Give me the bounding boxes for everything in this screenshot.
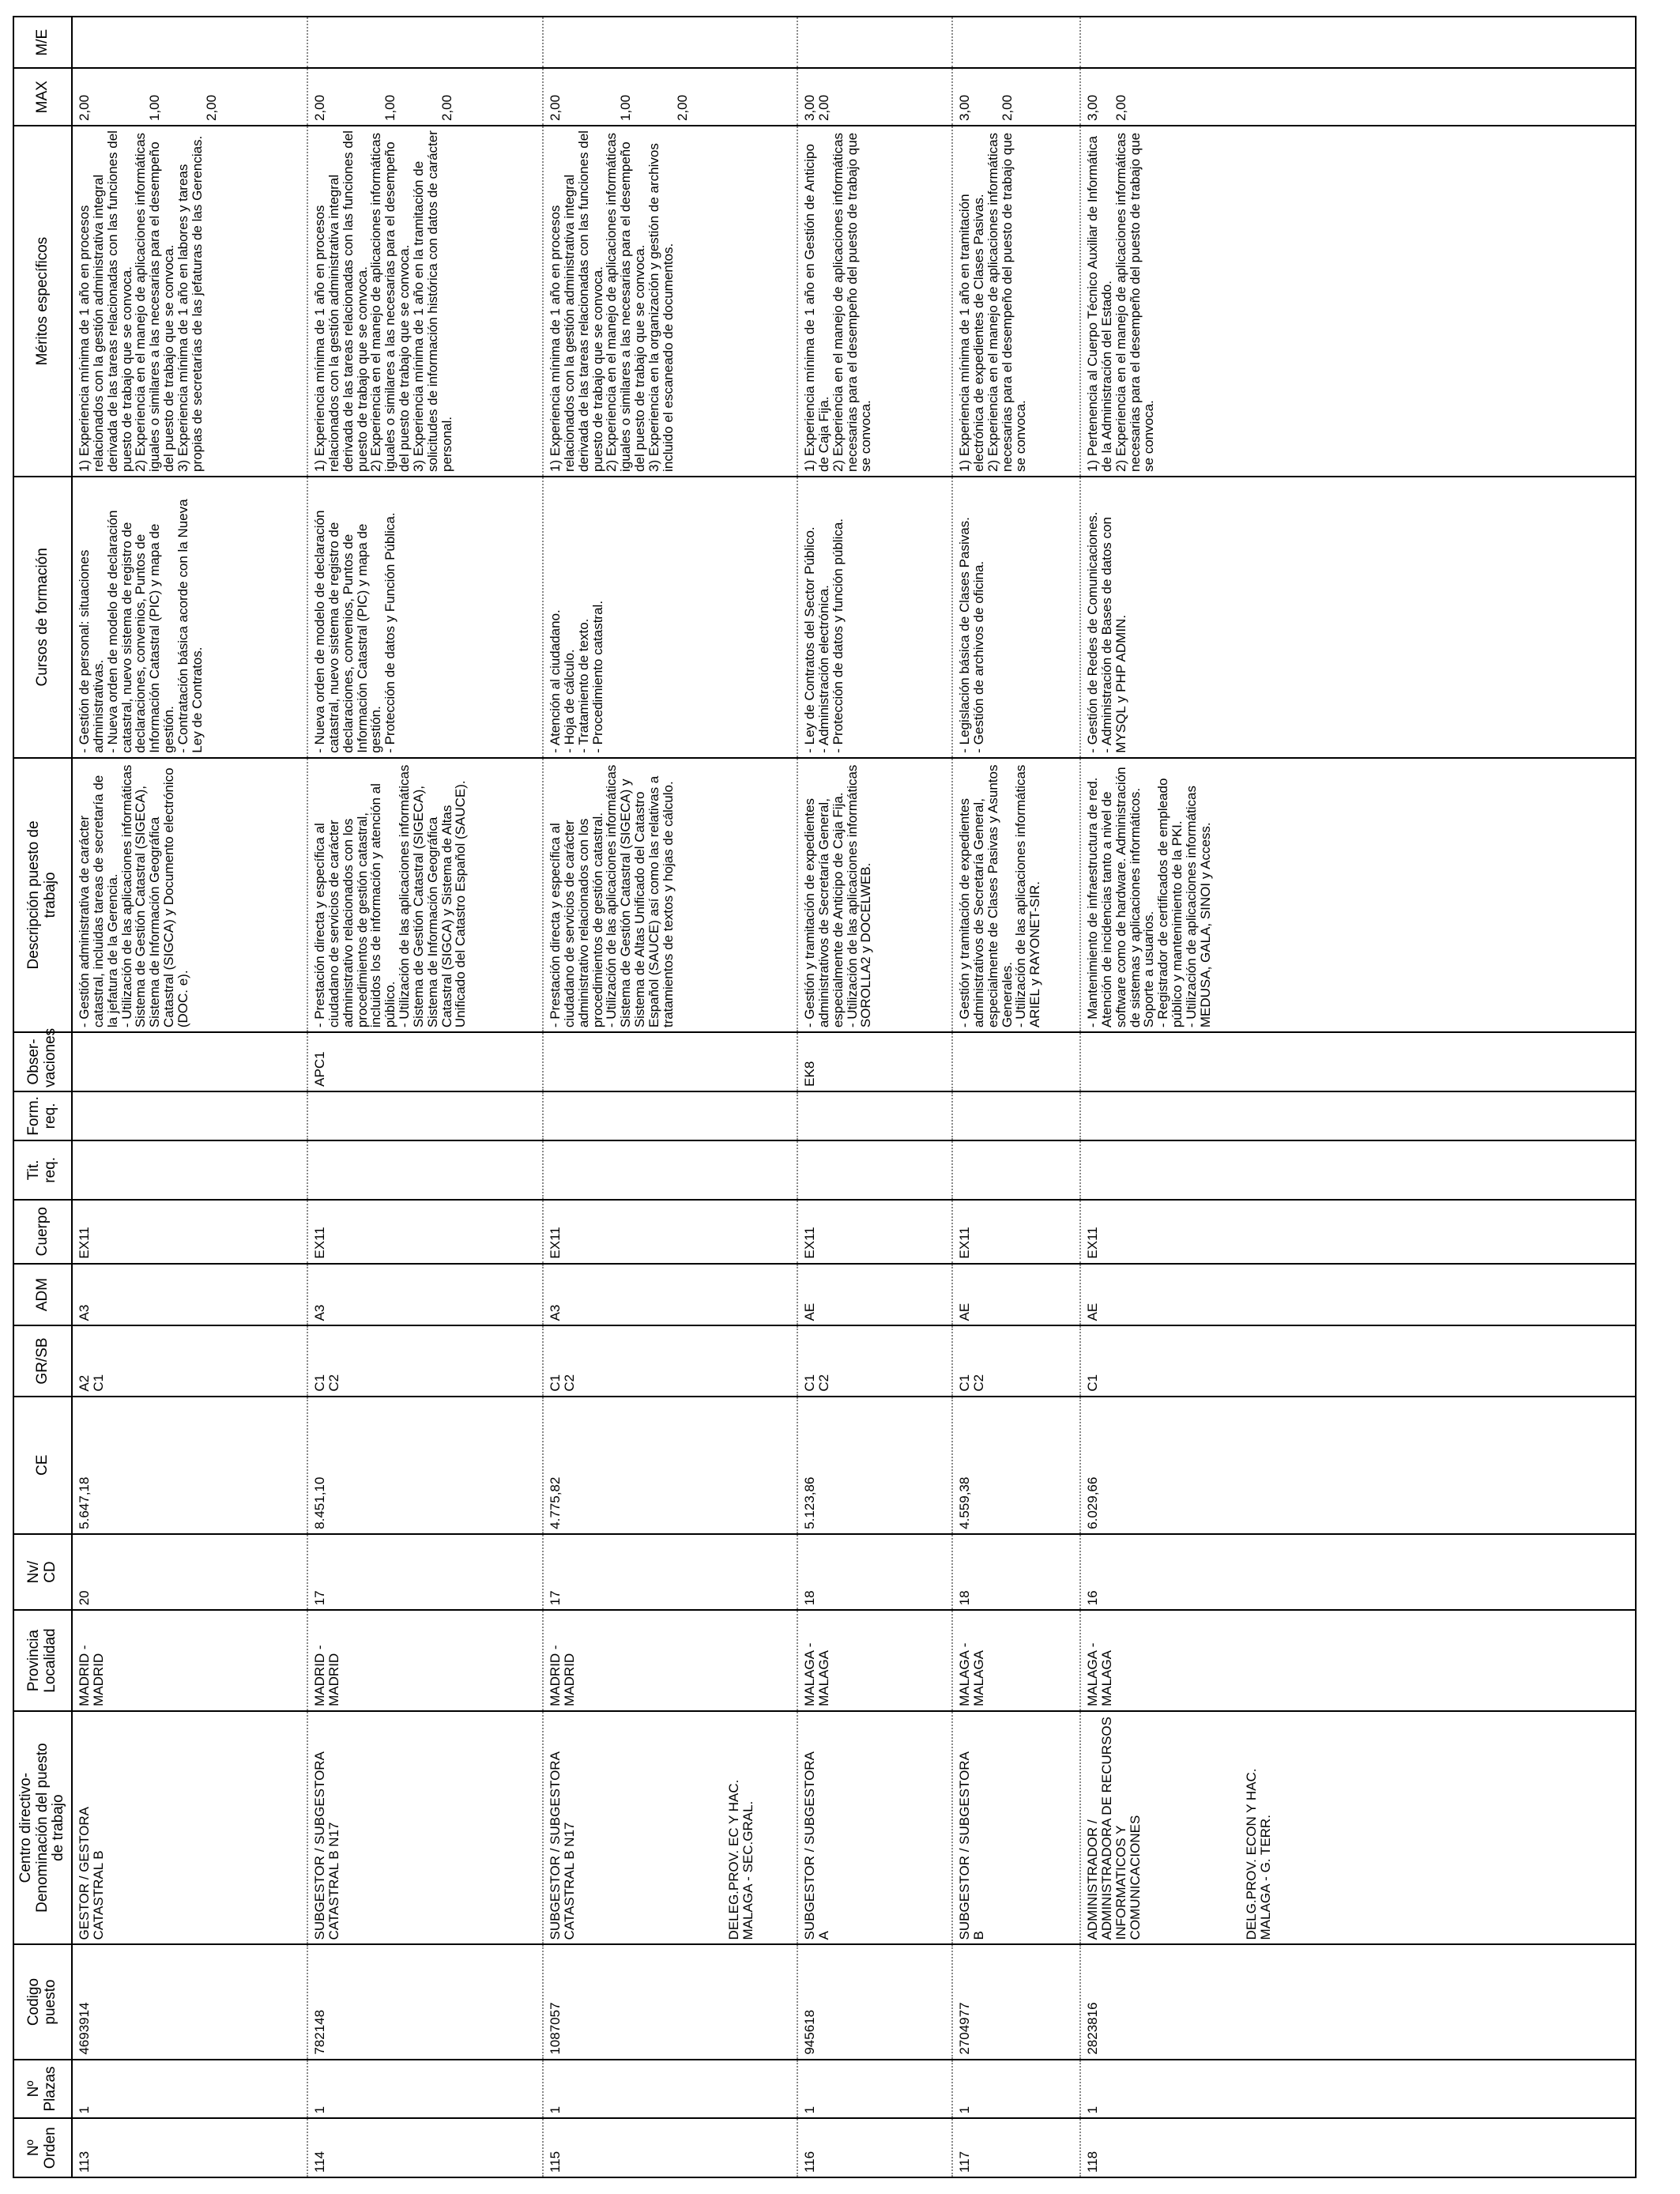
centro-title: SUBGESTOR / SUBGESTORA CATASTRAL B N17	[312, 1751, 341, 1940]
cell-provincia: MADRID - MADRID	[307, 1610, 543, 1711]
header-grsb: GR/SB	[13, 1325, 72, 1396]
cell-form	[1080, 1091, 1636, 1140]
cell-max: 2,00 1,00 2,00	[72, 68, 307, 126]
cell-codigo: 2823816	[1080, 1944, 1636, 2059]
cell-tit	[307, 1140, 543, 1200]
cell-cuerpo: EX11	[307, 1200, 543, 1264]
cell-max: 3,00 2,00	[952, 68, 1080, 126]
cell-ce: 4.559,38	[952, 1397, 1080, 1534]
cell-descripcion: - Prestación directa y específica al ciudadano de servicios de carácter administrativo relacionados con los procedimientos de gestión catastral, incluidos los de información y atención al público. - Utilización de las aplicaciones informáticas Sistema de Gestión Catastral (SIGECA), Sistema de Información Geográfica Catastral (SIGCA) y Sistema de Altas Unificado del Catastro Español (SAUCE).	[307, 758, 543, 1032]
cell-centro	[307, 1711, 543, 1945]
table-row	[1080, 17, 1636, 2177]
centro-title: SUBGESTOR / SUBGESTORA B	[957, 1751, 986, 1940]
cell-max: 3,00 2,00	[797, 68, 952, 126]
cell-provincia: MADRID - MADRID	[543, 1610, 797, 1711]
header-codigo: Codigo puesto	[13, 1944, 72, 2059]
cell-tit	[1080, 1140, 1636, 1200]
cell-cursos: - Atención al ciudadano. - Hoja de cálculo. - Tratamiento de texto. - Procedimiento catastral.	[543, 477, 797, 758]
cell-centro	[72, 1711, 307, 1945]
cell-cursos: - Nueva orden de modelo de declaración catastral, nuevo sistema de registro de declaraciones, convenios, Puntos de Información Catastral (PIC) y mapa de gestión. - Protección de datos y Función Pública.	[307, 477, 543, 758]
cell-grsb: C1 C2	[797, 1325, 952, 1396]
centro-title: SUBGESTOR / SUBGESTORA A	[802, 1751, 831, 1940]
cell-form	[952, 1091, 1080, 1140]
cell-meritos: 1) Experiencia mínima de 1 año en Gestión de Anticipo de Caja Fija. 2) Experiencia en el manejo de aplicaciones informáticas necesarias para el desempeño del puesto de trabajo que se convoca.	[797, 126, 952, 477]
cell-ce: 6.029,66	[1080, 1397, 1636, 1534]
cell-plazas: 1	[543, 2060, 797, 2119]
cell-grsb: A2 C1	[72, 1325, 307, 1396]
header-max: MAX	[13, 68, 72, 126]
cell-orden: 118	[1080, 2118, 1636, 2177]
cell-orden: 114	[307, 2118, 543, 2177]
header-meritos: Méritos específicos	[13, 126, 72, 477]
cell-form	[307, 1091, 543, 1140]
cell-meritos: 1) Pertenencia al Cuerpo Técnico Auxiliar de Informática de la Administración del Estado. 2) Experiencia en el manejo de aplicaciones informáticas necesarias para el desempeño del puesto de trabajo que se convoca.	[1080, 126, 1636, 477]
cell-grsb: C1	[1080, 1325, 1636, 1396]
cell-tit	[952, 1140, 1080, 1200]
cell-descripcion: - Gestión y tramitación de expedientes administrativos de Secretaría General, especialmente de Clases Pasivas y Asuntos Generales. - Utilización de las aplicaciones informáticas ARIEL y RAYONET-SIR.	[952, 758, 1080, 1032]
cell-grsb: C1 C2	[307, 1325, 543, 1396]
table-body	[72, 17, 1636, 2177]
header-orden: Nº Orden	[13, 2118, 72, 2177]
delegacion-label: DELEG.PROV. EC Y HAC. MALAGA - SEC.GRAL.	[725, 1779, 755, 1940]
header-provincia: Provincia Localidad	[13, 1610, 72, 1711]
cell-nivel: 18	[952, 1534, 1080, 1610]
cell-meritos: 1) Experiencia mínima de 1 año en tramitación electrónica de expedientes de Clases Pasivas. 2) Experiencia en el manejo de aplicaciones informáticas necesarias para el desempeño del puesto de trabajo que se convoca.	[952, 126, 1080, 477]
cell-ce: 5.123,86	[797, 1397, 952, 1534]
cell-adm: AE	[797, 1264, 952, 1326]
cell-plazas: 1	[72, 2060, 307, 2119]
cell-centro	[952, 1711, 1080, 1945]
table-row	[797, 17, 952, 2177]
cell-codigo: 1087057	[543, 1944, 797, 2059]
delegacion-label: DELG.PROV. ECON Y HAC. MALAGA - G. TERR.	[1244, 1768, 1274, 1940]
cell-ce: 8.451,10	[307, 1397, 543, 1534]
table-row	[72, 17, 307, 2177]
cell-codigo: 945618	[797, 1944, 952, 2059]
cell-nivel: 20	[72, 1534, 307, 1610]
cell-cuerpo: EX11	[952, 1200, 1080, 1264]
cell-descripcion: - Mantenimiento de infraestructura de red. Atención de incidencias tanto a nivel de software como de hardware. Administración de sistemas y aplicaciones informáticos. Soporte a usuarios. - Registrador de certificados de empleado público y mantenimiento de la PKI. - Utilización de aplicaciones informáticas MEDUSA, GALA, SINOI y Access.	[1080, 758, 1636, 1032]
cell-me	[72, 17, 307, 68]
cell-me	[952, 17, 1080, 68]
cell-adm: AE	[952, 1264, 1080, 1326]
cell-meritos: 1) Experiencia mínima de 1 año en procesos relacionados con la gestión administrativa integral derivada de las tareas relacionadas con las funciones del puesto de trabajo que se convoca. 2) Experiencia en el manejo de aplicaciones informáticas iguales o similares a las necesarias para el desempeño del puesto de trabajo que se convoca. 3) Experiencia mínima de 1 año en la tramitación de solicitudes de información histórica con datos de carácter personal.	[307, 126, 543, 477]
cell-cuerpo: EX11	[543, 1200, 797, 1264]
cell-grsb: C1 C2	[543, 1325, 797, 1396]
cell-orden: 116	[797, 2118, 952, 2177]
cell-provincia: MALAGA - MALAGA	[952, 1610, 1080, 1711]
cell-centro	[797, 1711, 952, 1945]
cell-obs: EK8	[797, 1032, 952, 1091]
cell-codigo: 4693914	[72, 1944, 307, 2059]
header-tit: Tit. req.	[13, 1140, 72, 1200]
cell-centro	[1080, 1711, 1636, 1945]
cell-plazas: 1	[307, 2060, 543, 2119]
cell-cursos: - Gestión de personal: situaciones administrativas. - Nueva orden de modelo de declaración catastral, nuevo sistema de registro de declaraciones, convenios, Puntos de Información Catastral (PIC) y mapa de gestión. - Contratación básica acorde con la Nueva Ley de Contratos.	[72, 477, 307, 758]
cell-meritos: 1) Experiencia mínima de 1 año en procesos relacionados con la gestión administrativa integral derivada de las tareas relacionadas con las funciones del puesto de trabajo que se convoca. 2) Experiencia en el manejo de aplicaciones informáticas iguales o similares a las necesarias para el desempeño del puesto de trabajo que se convoca. 3) Experiencia en la organización y gestión de archivos incluido el escaneado de documentos.	[543, 126, 797, 477]
cell-cursos: - Legislación básica de Clases Pasivas. - Gestión de archivos de oficina.	[952, 477, 1080, 758]
cell-max: 2,00 1,00 2,00	[307, 68, 543, 126]
cell-cursos: - Ley de Contratos del Sector Público. - Administración electrónica. - Protección de datos y función pública.	[797, 477, 952, 758]
cell-cuerpo: EX11	[72, 1200, 307, 1264]
cell-plazas: 1	[952, 2060, 1080, 2119]
cell-provincia: MADRID - MADRID	[72, 1610, 307, 1711]
centro-title: SUBGESTOR / SUBGESTORA CATASTRAL B N17	[548, 1751, 577, 1940]
cell-provincia: MALAGA - MALAGA	[1080, 1610, 1636, 1711]
header-obs: Obser- vaciones	[13, 1032, 72, 1091]
header-centro: Centro directivo- Denominación del puesto de trabajo	[13, 1711, 72, 1945]
cell-form	[543, 1091, 797, 1140]
cell-cursos: - Gestión de Redes de Comunicaciones. - Administración de Bases de datos con MYSQL y PHP ADMIN.	[1080, 477, 1636, 758]
header-ce: CE	[13, 1397, 72, 1534]
cell-orden: 115	[543, 2118, 797, 2177]
job-positions-table	[13, 16, 1637, 2178]
cell-obs	[952, 1032, 1080, 1091]
table-row	[952, 17, 1080, 2177]
cell-ce: 4.775,82	[543, 1397, 797, 1534]
cell-max: 2,00 1,00 2,00	[543, 68, 797, 126]
cell-adm: A3	[543, 1264, 797, 1326]
cell-ce: 5.647,18	[72, 1397, 307, 1534]
cell-orden: 113	[72, 2118, 307, 2177]
cell-obs	[72, 1032, 307, 1091]
cell-me	[307, 17, 543, 68]
cell-centro	[543, 1711, 797, 1945]
cell-tit	[72, 1140, 307, 1200]
cell-provincia: MALAGA - MALAGA	[797, 1610, 952, 1711]
cell-form	[72, 1091, 307, 1140]
cell-me	[797, 17, 952, 68]
cell-form	[797, 1091, 952, 1140]
cell-adm: A3	[72, 1264, 307, 1326]
cell-descripcion: - Prestación directa y específica al ciudadano de servicios de carácter administrativo relacionados con los procedimientos de gestión catastral. - Utilización de las aplicaciones informáticas Sistema de Gestión Catastral (SIGECA) y Sistema de Altas Unificado del Catastro Español (SAUCE) así como las relativas a tratamientos de textos y hojas de cálculo.	[543, 758, 797, 1032]
cell-nivel: 18	[797, 1534, 952, 1610]
header-nivel: Nv/ CD	[13, 1534, 72, 1610]
cell-obs: APC1	[307, 1032, 543, 1091]
header-form: Form. req.	[13, 1091, 72, 1140]
cell-nivel: 16	[1080, 1534, 1636, 1610]
cell-max: 3,00 2,00	[1080, 68, 1636, 126]
header-me: M/E	[13, 17, 72, 68]
header-cursos: Cursos de formación	[13, 477, 72, 758]
centro-title: ADMINISTRADOR / ADMINISTRADORA DE RECURSOS INFORMATICOS Y COMUNICACIONES	[1085, 1717, 1143, 1940]
centro-title: GESTOR / GESTORA CATASTRAL B	[77, 1806, 106, 1940]
cell-adm: AE	[1080, 1264, 1636, 1326]
cell-codigo: 782148	[307, 1944, 543, 2059]
cell-orden: 117	[952, 2118, 1080, 2177]
cell-meritos: 1) Experiencia mínima de 1 año en procesos relacionados con la gestión administrativa integral derivada de las tareas relacionadas con las funciones del puesto de trabajo que se convoca. 2) Experiencia en el manejo de aplicaciones informáticas iguales o similares a las necesarias para el desempeño del puesto de trabajo que se convoca. 3) Experiencia mínima de 1 año en labores y tareas propias de secretarías de las jefaturas de las Gerencias.	[72, 126, 307, 477]
cell-nivel: 17	[543, 1534, 797, 1610]
cell-me	[543, 17, 797, 68]
cell-plazas: 1	[1080, 2060, 1636, 2119]
cell-grsb: C1 C2	[952, 1325, 1080, 1396]
cell-nivel: 17	[307, 1534, 543, 1610]
header-row	[13, 17, 72, 2177]
cell-cuerpo: EX11	[797, 1200, 952, 1264]
header-adm: ADM	[13, 1264, 72, 1326]
cell-tit	[543, 1140, 797, 1200]
cell-plazas: 1	[797, 2060, 952, 2119]
header-descripcion: Descripción puesto de trabajo	[13, 758, 72, 1032]
cell-obs	[543, 1032, 797, 1091]
cell-cuerpo: EX11	[1080, 1200, 1636, 1264]
cell-descripcion: - Gestión y tramitación de expedientes administrativos de Secretaría General, especialmente de Anticipo de Caja Fija. - Utilización de las aplicaciones informáticas SOROLLA2 y DOCELWEB.	[797, 758, 952, 1032]
table-row	[543, 17, 797, 2177]
cell-tit	[797, 1140, 952, 1200]
cell-me	[1080, 17, 1636, 68]
header-cuerpo: Cuerpo	[13, 1200, 72, 1264]
cell-adm: A3	[307, 1264, 543, 1326]
cell-codigo: 2704977	[952, 1944, 1080, 2059]
header-plazas: Nº Plazas	[13, 2060, 72, 2119]
table-row	[307, 17, 543, 2177]
cell-obs	[1080, 1032, 1636, 1091]
cell-descripcion: - Gestión administrativa de carácter catastral, incluidas tareas de secretaría de la jefatura de la Gerencia. - Utilización de las aplicaciones informáticas Sistema de Gestión Catastral (SIGECA), Sistema de Información Geográfica Catastral (SIGCA) y Documento electrónico (DOC. e).	[72, 758, 307, 1032]
